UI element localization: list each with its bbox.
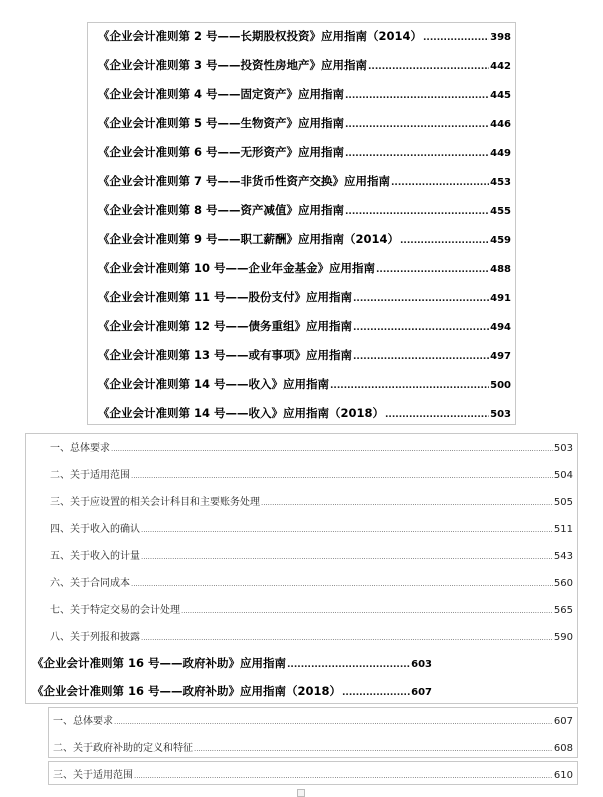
toc-entry-page: 497 bbox=[490, 351, 511, 362]
toc-entry-title: 《企业会计准则第 7 号——非货币性资产交换》应用指南 bbox=[98, 174, 391, 188]
dot-leader bbox=[345, 207, 489, 217]
toc-entry-title: 《企业会计准则第 2 号——长期股权投资》应用指南（2014） bbox=[98, 29, 423, 43]
toc-entry-title: 六、关于合同成本 bbox=[50, 578, 130, 589]
dot-leader bbox=[400, 236, 489, 246]
dot-leader bbox=[345, 91, 489, 101]
toc-entry-title: 一、总体要求 bbox=[53, 716, 113, 727]
dot-leader bbox=[131, 580, 553, 588]
toc-entry-title: 二、关于适用范围 bbox=[50, 470, 130, 481]
toc-entry-page: 610 bbox=[553, 770, 573, 781]
toc-entry-title: 《企业会计准则第 12 号——债务重组》应用指南 bbox=[98, 319, 353, 333]
toc-entry[interactable] bbox=[98, 347, 511, 363]
toc-entry[interactable] bbox=[98, 405, 511, 421]
toc-entry-page: 445 bbox=[490, 90, 511, 101]
toc-entry-title: 《企业会计准则第 9 号——职工薪酬》应用指南（2014） bbox=[98, 232, 400, 246]
toc-entry-page: 511 bbox=[553, 524, 573, 535]
toc-section-block bbox=[48, 761, 578, 785]
dot-leader bbox=[287, 660, 410, 670]
toc-entry[interactable] bbox=[98, 173, 511, 189]
toc-entry-page: 488 bbox=[490, 264, 511, 275]
dot-leader bbox=[261, 499, 553, 507]
dot-leader bbox=[111, 445, 553, 453]
toc-entry[interactable] bbox=[98, 115, 511, 131]
toc-entry-page: 503 bbox=[490, 409, 511, 420]
toc-entry-page: 459 bbox=[490, 235, 511, 246]
toc-entry-title: 《企业会计准则第 14 号——收入》应用指南 bbox=[98, 377, 330, 391]
toc-subentry[interactable] bbox=[50, 439, 573, 454]
dot-leader bbox=[423, 33, 489, 43]
dot-leader bbox=[134, 772, 553, 780]
toc-entry-page: 449 bbox=[490, 148, 511, 159]
toc-entry[interactable] bbox=[98, 28, 511, 44]
toc-entry[interactable] bbox=[98, 202, 511, 218]
toc-entry[interactable] bbox=[32, 655, 432, 671]
toc-subentry[interactable] bbox=[50, 547, 573, 562]
toc-subentry[interactable] bbox=[53, 739, 573, 754]
toc-entry-title: 八、关于列报和披露 bbox=[50, 632, 140, 643]
toc-entry-title: 四、关于收入的确认 bbox=[50, 524, 140, 535]
toc-subentry[interactable] bbox=[50, 628, 573, 643]
toc-entry-title: 《企业会计准则第 14 号——收入》应用指南（2018） bbox=[98, 406, 385, 420]
toc-subentry[interactable] bbox=[53, 712, 573, 727]
toc-subentry[interactable] bbox=[53, 766, 573, 781]
toc-entry-page: 500 bbox=[490, 380, 511, 391]
toc-subentry[interactable] bbox=[50, 601, 573, 616]
dot-leader bbox=[141, 553, 553, 561]
toc-entry[interactable] bbox=[98, 231, 511, 247]
toc-entry[interactable] bbox=[98, 318, 511, 334]
toc-entry-title: 一、总体要求 bbox=[50, 443, 110, 454]
toc-section-block bbox=[25, 433, 578, 704]
toc-entry-page: 560 bbox=[553, 578, 573, 589]
dot-leader bbox=[141, 526, 553, 534]
toc-entry[interactable] bbox=[98, 260, 511, 276]
toc-entry-page: 543 bbox=[553, 551, 573, 562]
anchor-icon[interactable] bbox=[297, 789, 305, 797]
toc-entry-page: 505 bbox=[553, 497, 573, 508]
toc-entry-page: 491 bbox=[490, 293, 511, 304]
toc-entry[interactable] bbox=[98, 86, 511, 102]
toc-entry-page: 504 bbox=[553, 470, 573, 481]
toc-entry-page: 446 bbox=[490, 119, 511, 130]
toc-entry-title: 二、关于政府补助的定义和特征 bbox=[53, 743, 193, 754]
dot-leader bbox=[114, 718, 553, 726]
dot-leader bbox=[345, 120, 489, 130]
toc-entry-title: 《企业会计准则第 10 号——企业年金基金》应用指南 bbox=[98, 261, 376, 275]
toc-subentry[interactable] bbox=[50, 466, 573, 481]
dot-leader bbox=[141, 634, 553, 642]
toc-section-block bbox=[48, 707, 578, 758]
dot-leader bbox=[181, 607, 553, 615]
toc-subentry[interactable] bbox=[50, 574, 573, 589]
dot-leader bbox=[368, 62, 489, 72]
toc-entry-page: 607 bbox=[553, 716, 573, 727]
dot-leader bbox=[385, 410, 489, 420]
toc-entry[interactable] bbox=[98, 57, 511, 73]
toc-entry[interactable] bbox=[98, 144, 511, 160]
dot-leader bbox=[330, 381, 489, 391]
toc-entry-page: 398 bbox=[490, 32, 511, 43]
toc-entry-page: 590 bbox=[553, 632, 573, 643]
toc-entry-title: 三、关于适用范围 bbox=[53, 770, 133, 781]
dot-leader bbox=[353, 352, 489, 362]
toc-entry[interactable] bbox=[98, 376, 511, 392]
toc-entry-page: 565 bbox=[553, 605, 573, 616]
toc-entry-page: 503 bbox=[553, 443, 573, 454]
toc-entry-page: 608 bbox=[553, 743, 573, 754]
toc-entry[interactable] bbox=[32, 683, 432, 699]
toc-entry-page: 453 bbox=[490, 177, 511, 188]
toc-entry-title: 《企业会计准则第 8 号——资产减值》应用指南 bbox=[98, 203, 345, 217]
dot-leader bbox=[376, 265, 489, 275]
toc-entry-page: 603 bbox=[411, 659, 432, 670]
toc-entry-page: 607 bbox=[411, 687, 432, 698]
toc-entry-title: 《企业会计准则第 13 号——或有事项》应用指南 bbox=[98, 348, 353, 362]
toc-entry[interactable] bbox=[98, 289, 511, 305]
toc-entry-title: 七、关于特定交易的会计处理 bbox=[50, 605, 180, 616]
toc-entry-title: 《企业会计准则第 4 号——固定资产》应用指南 bbox=[98, 87, 345, 101]
toc-chapter-block bbox=[87, 22, 516, 425]
toc-entry-title: 《企业会计准则第 16 号——政府补助》应用指南 bbox=[32, 656, 287, 670]
dot-leader bbox=[353, 294, 489, 304]
toc-subentry[interactable] bbox=[50, 520, 573, 535]
dot-leader bbox=[194, 745, 553, 753]
toc-subentry[interactable] bbox=[50, 493, 573, 508]
toc-entry-title: 《企业会计准则第 6 号——无形资产》应用指南 bbox=[98, 145, 345, 159]
dot-leader bbox=[391, 178, 489, 188]
dot-leader bbox=[342, 688, 410, 698]
dot-leader bbox=[353, 323, 489, 333]
toc-entry-title: 《企业会计准则第 16 号——政府补助》应用指南（2018） bbox=[32, 684, 342, 698]
toc-entry-page: 455 bbox=[490, 206, 511, 217]
toc-entry-page: 442 bbox=[490, 61, 511, 72]
toc-entry-title: 三、关于应设置的相关会计科目和主要账务处理 bbox=[50, 497, 260, 508]
toc-entry-title: 五、关于收入的计量 bbox=[50, 551, 140, 562]
toc-entry-page: 494 bbox=[490, 322, 511, 333]
dot-leader bbox=[345, 149, 489, 159]
toc-entry-title: 《企业会计准则第 3 号——投资性房地产》应用指南 bbox=[98, 58, 368, 72]
dot-leader bbox=[131, 472, 553, 480]
toc-entry-title: 《企业会计准则第 5 号——生物资产》应用指南 bbox=[98, 116, 345, 130]
toc-entry-title: 《企业会计准则第 11 号——股份支付》应用指南 bbox=[98, 290, 353, 304]
